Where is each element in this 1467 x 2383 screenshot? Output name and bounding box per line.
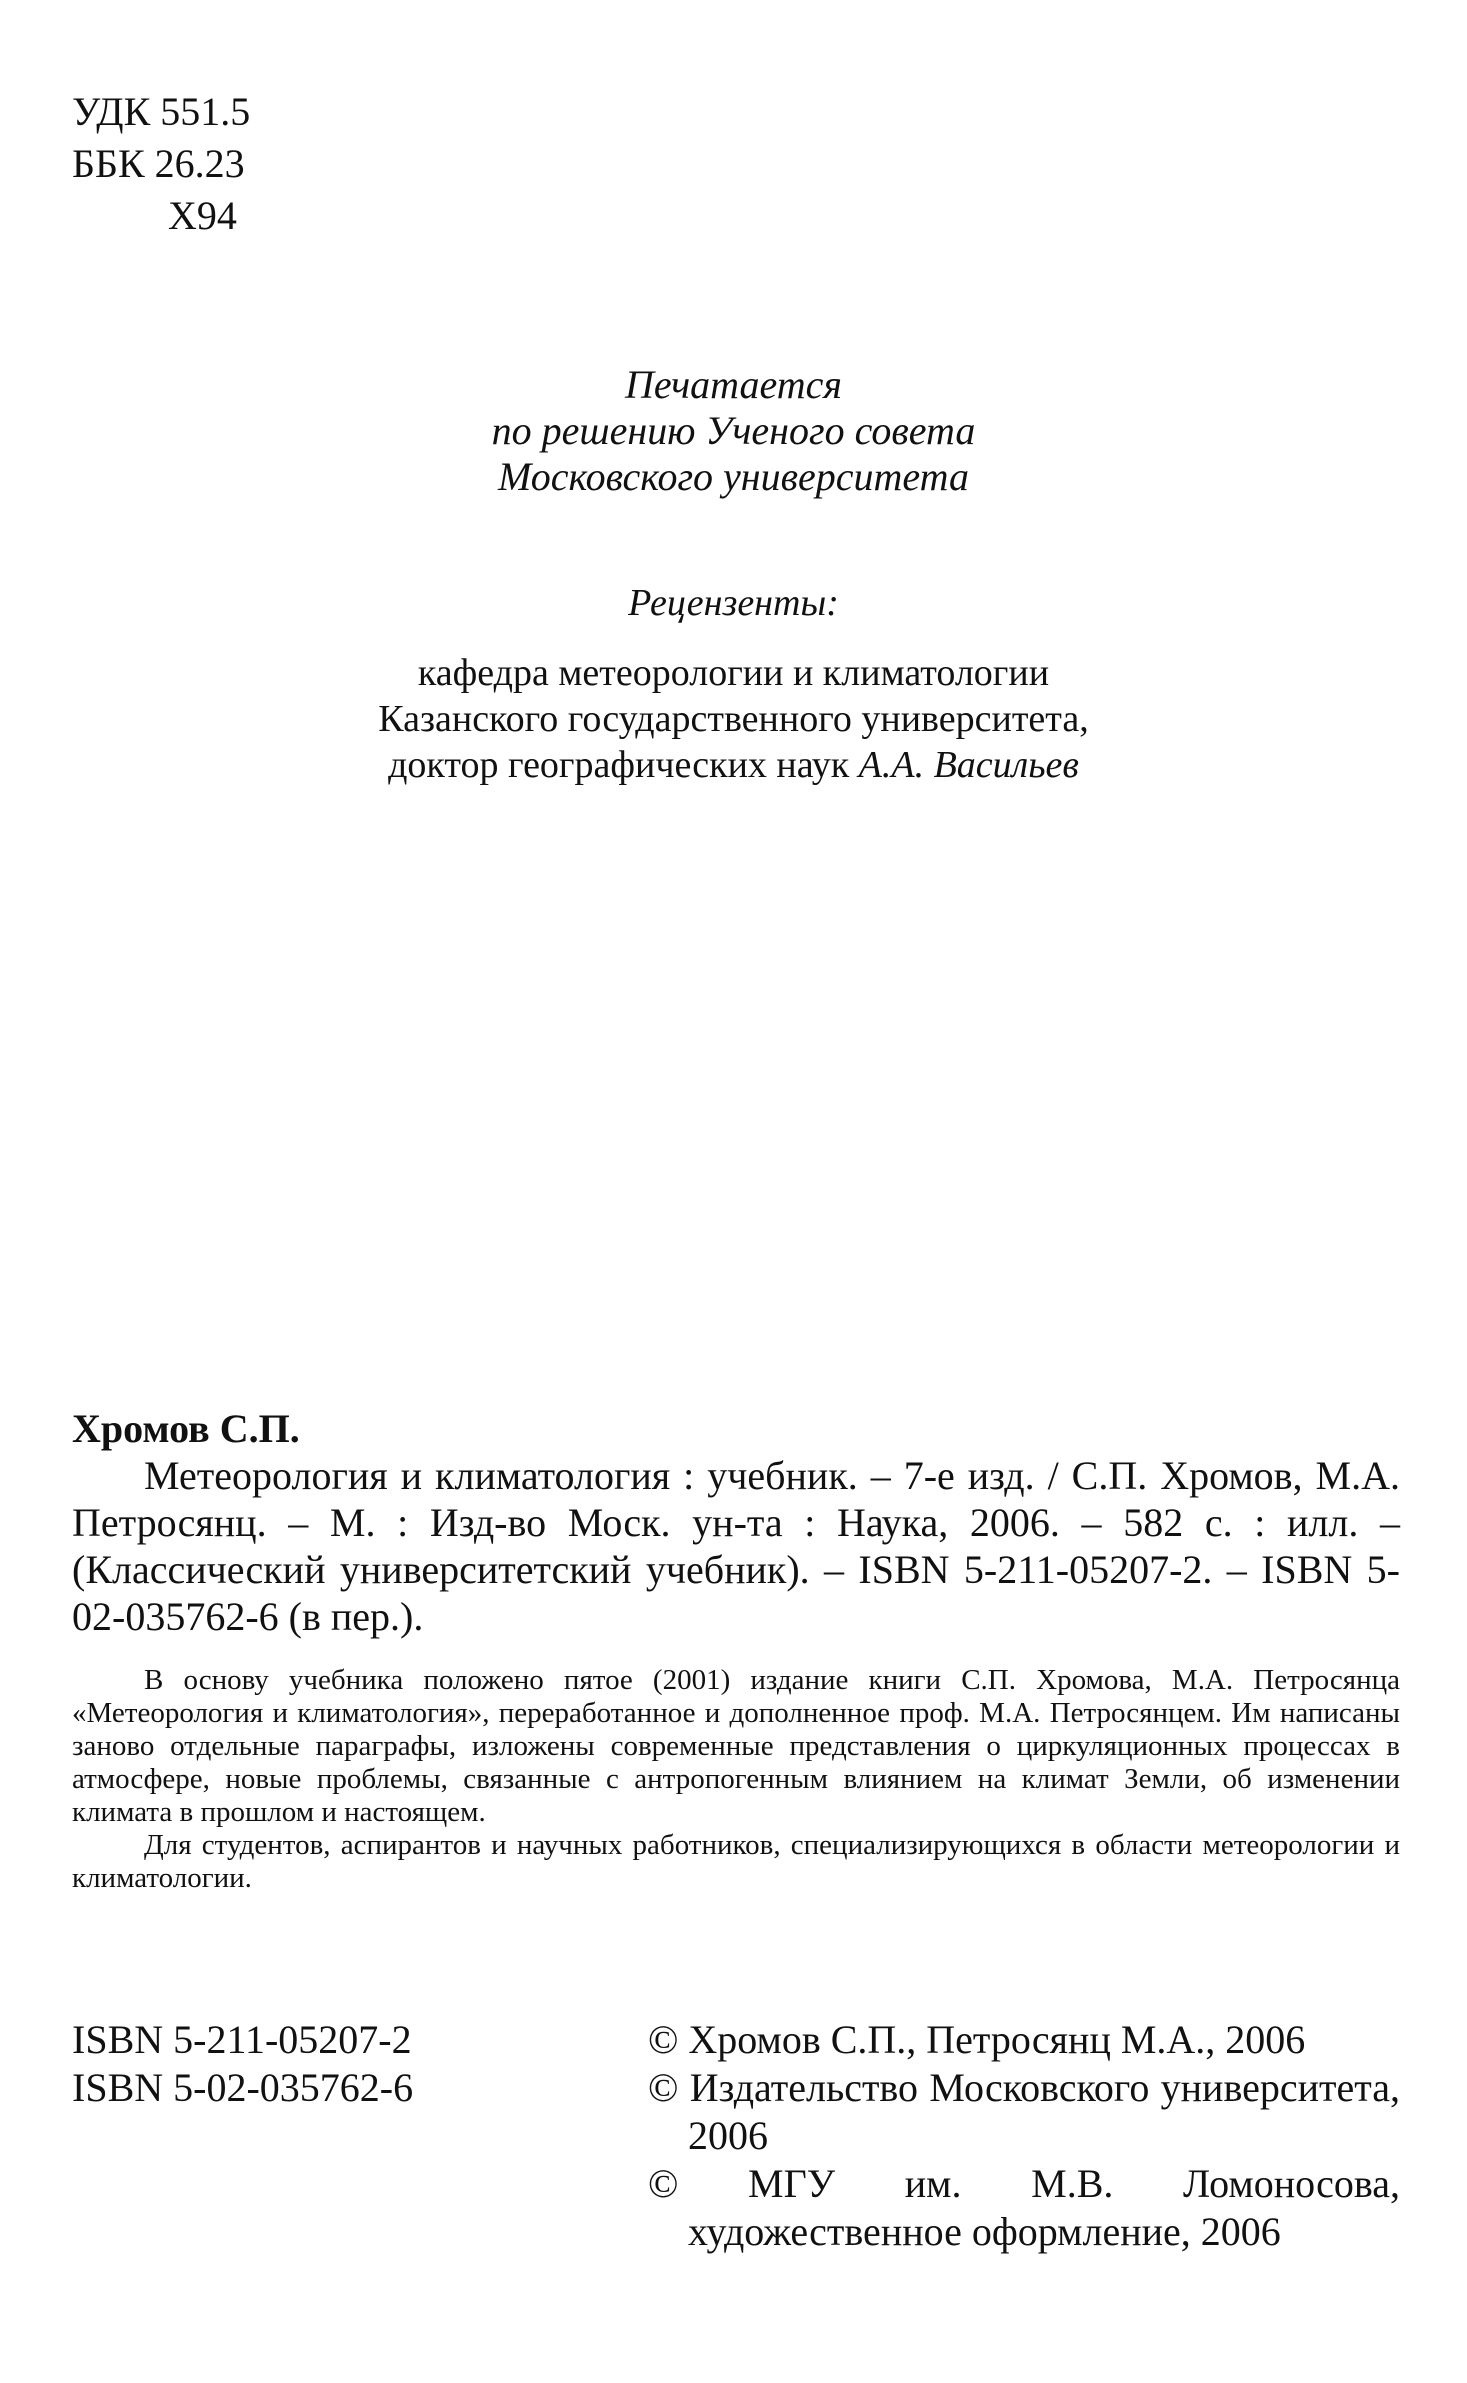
biblio-author: Хромов С.П. — [72, 1406, 300, 1451]
copyright-authors: © Хромов С.П., Петросянц М.А., 2006 — [648, 2017, 1306, 2062]
isbn-1: ISBN 5-211-05207-2 — [72, 2017, 412, 2062]
classification-codes — [72, 86, 250, 242]
author-mark: Х94 — [168, 193, 237, 238]
reviewers-heading: Рецензенты: — [628, 582, 839, 624]
reviewer-line-3 — [0, 742, 1467, 788]
bbk-code: ББК 26.23 — [72, 141, 245, 186]
isbn-2: ISBN 5-02-035762-6 — [72, 2065, 414, 2110]
reviewer-line-1: кафедра метеорологии и климатологии — [417, 652, 1050, 694]
annotation — [72, 1664, 1400, 1895]
approval-line-2: по решению Ученого совета — [491, 408, 976, 453]
reviewer-degree: доктор географических наук — [388, 744, 850, 786]
reviewer-name: А.А. Васильев — [858, 744, 1079, 786]
reviewers-list — [0, 650, 1467, 788]
copyright-list — [648, 2016, 1400, 2256]
udk-code: УДК 551.5 — [72, 89, 251, 134]
reviewer-line-2: Казанского государственного университета, — [378, 698, 1089, 740]
copyright-design: © МГУ им. М.В. Ломоносова, художественное оформление, 2006 — [648, 2161, 1400, 2254]
publication-approval — [0, 362, 1467, 500]
biblio-description: Метеорология и климатология : учебник. – 7-е изд. / С.П. Хромов, М.А. Петросянц. – М. : Изд-во Моск. ун-та : Наука, 2006. – 582 с. : илл. – (Классический университетский учебник). – ISBN 5-211-05207-2. – ISBN 5-02-035762-6 (в пер.). — [72, 1453, 1400, 1639]
copyright-publisher: © Издательство Московского университета, 2006 — [648, 2065, 1400, 2158]
approval-line-3: Московского университета — [497, 454, 970, 499]
isbn-list — [72, 2016, 413, 2112]
bibliographic-entry — [72, 1405, 1400, 1640]
annotation-paragraph-1: В основу учебника положено пятое (2001) издание книги С.П. Хромова, М.А. Петросянца «Метеорология и климатология», переработанное и дополненное проф. М.А. Петросянцем. Им написаны заново отдельные параграфы, изложены современные представления о циркуляционных процессах в атмосфере, новые проблемы, связанные с антропогенным влиянием на климат Земли, об изменении климата в прошлом и настоящем. — [72, 1664, 1400, 1828]
approval-line-1: Печатается — [624, 362, 843, 407]
annotation-paragraph-2: Для студентов, аспирантов и научных работников, специализирующихся в области метеорологии и климатологии. — [72, 1829, 1400, 1894]
